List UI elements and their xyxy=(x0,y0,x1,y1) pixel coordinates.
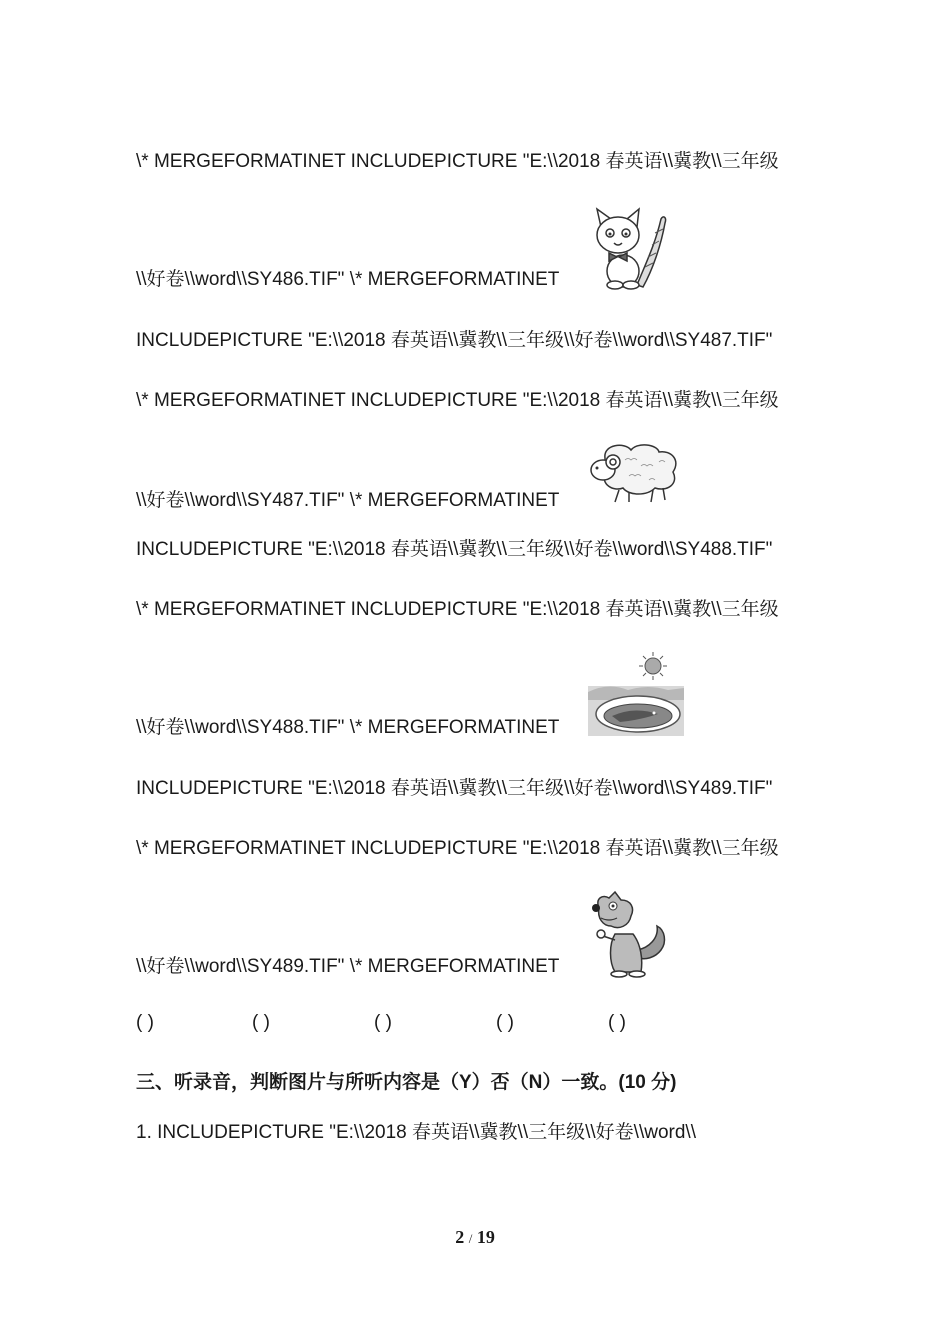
field-code-line: INCLUDEPICTURE "E:\\2018 春英语\\冀教\\三年级\\好卷\\word\\SY489.TIF" xyxy=(136,778,773,799)
field-code-line: \\好卷\\word\\SY487.TIF" \* MERGEFORMATINET xyxy=(136,490,560,511)
answer-bracket[interactable]: ( ) xyxy=(374,1012,392,1033)
question-1: 1. INCLUDEPICTURE "E:\\2018 春英语\\冀教\\三年级\\好卷\\word\\ xyxy=(136,1122,696,1143)
field-code-line: INCLUDEPICTURE "E:\\2018 春英语\\冀教\\三年级\\好卷\\word\\SY488.TIF" xyxy=(136,539,773,560)
wolf-picture xyxy=(585,890,670,978)
page-number xyxy=(0,1227,950,1248)
section-heading: 三、听录音，判断图片与所听内容是（Y）否（N）一致。(10 分) xyxy=(136,1072,677,1093)
field-code-line: \* MERGEFORMATINET INCLUDEPICTURE "E:\\2018 春英语\\冀教\\三年级 xyxy=(136,151,779,172)
field-code-line: \* MERGEFORMATINET INCLUDEPICTURE "E:\\2018 春英语\\冀教\\三年级 xyxy=(136,390,779,411)
answer-bracket-row xyxy=(136,1012,676,1036)
field-code-line: INCLUDEPICTURE "E:\\2018 春英语\\冀教\\三年级\\好卷\\word\\SY487.TIF" xyxy=(136,330,773,351)
field-code-line: \\好卷\\word\\SY489.TIF" \* MERGEFORMATINET xyxy=(136,956,560,977)
field-code-line: \\好卷\\word\\SY488.TIF" \* MERGEFORMATINET xyxy=(136,717,560,738)
answer-bracket[interactable]: ( ) xyxy=(136,1012,154,1033)
field-code-line: \\好卷\\word\\SY486.TIF" \* MERGEFORMATINET xyxy=(136,269,560,290)
page-separator: / xyxy=(468,1231,473,1246)
page-total: 19 xyxy=(476,1227,495,1247)
field-code-line: \* MERGEFORMATINET INCLUDEPICTURE "E:\\2018 春英语\\冀教\\三年级 xyxy=(136,599,779,620)
sun-pond-picture xyxy=(588,652,686,738)
answer-bracket[interactable]: ( ) xyxy=(496,1012,514,1033)
page-current: 2 xyxy=(455,1227,465,1247)
field-code-line: \* MERGEFORMATINET INCLUDEPICTURE "E:\\2018 春英语\\冀教\\三年级 xyxy=(136,838,779,859)
answer-bracket[interactable]: ( ) xyxy=(252,1012,270,1033)
answer-bracket[interactable]: ( ) xyxy=(608,1012,626,1033)
sheep-picture xyxy=(585,440,685,505)
cat-picture xyxy=(585,205,670,290)
